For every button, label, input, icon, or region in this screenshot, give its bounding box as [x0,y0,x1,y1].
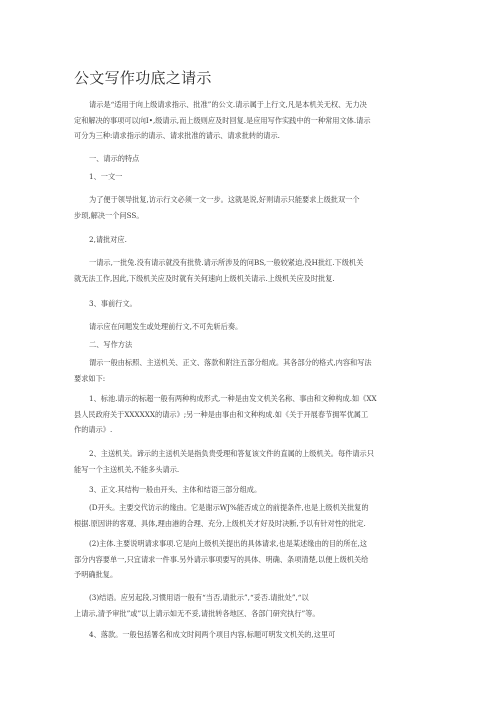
paragraph-line: 为了便于领导批复,访示行文必须一文一步。这就是说,好则请示只能要求上级批双一个 [89,195,360,204]
paragraph-line: 步顼,解决一个问SS。 [74,210,144,220]
paragraph-line: 上请示,清予审批”或”以上请示如无不妥,请批转各地区、各部门研究执行”等。 [74,608,320,618]
paragraph-line: (3)结语。应另起段,习惯用语一般有“当否,请批示”,“妥否.请批处”,“以 [89,593,309,602]
paragraph [74,482,426,498]
paragraph-line: 3、事前行文。 [89,299,137,308]
paragraph-line: 4、落款。一般包括署名和成文时间两个项目内容,标题可明发文机关的,这里可 [89,630,336,639]
paragraph-line: 谓示一般由标照、主送机关、正文、落款和附注五部分组成。其各部分的格式,内容和写法 [89,358,372,367]
paragraph-line: 定和解决的事项可以向I•,级请示,而上级则应及时回复.是应用写作实践中的一种常用文体.请示 [74,115,371,125]
paragraph-line: 就无法工作,因此,下级机关应及时就有关何速向上级机关请示.上级机关应及时批复. [74,273,335,283]
paragraph-line: 2、主送机关。谛示的主送机关是指负贵受理和答复该文件的直属的上级机关。每件请示只 [89,449,374,458]
paragraph-line: 2,请批对应. [89,235,127,244]
paragraph-line: 作的请示》. [74,425,113,434]
paragraph [74,255,426,286]
paragraph-line: 一、请示的特点 [89,154,140,163]
document-title: 公文写作功底之请示 [74,69,212,87]
paragraph-line: 可分为三种:请求指示的请示、请求批准的请示、请求批转的请示. [74,131,280,140]
paragraph [74,296,426,312]
paragraph [74,355,426,386]
paragraph [74,391,426,438]
paragraph-line: 根据.原因讲的客观、具体,理由港的合理、充分,上级机关才好及时决断,予以有针对性的批定. [74,518,366,528]
paragraph-line: 部分内容要单一,只宜请求一件事.另外请示事项要写的具体、明确、条项清楚,以便上级机关给 [74,554,369,564]
paragraph-line: 予明确批复。 [74,570,118,579]
paragraph-line: 1、标池.请示的标超一般有两种构成形式,一种是由发文机关名称、事由和文种构成.如《XX [89,394,377,403]
paragraph [74,590,426,621]
paragraph-line: (2)主体.主要说明请求事项.它是向上级机关提出的具体请求,也是某述缘由的目的所在,这 [89,539,368,548]
paragraph [74,627,426,643]
paragraph [74,446,426,477]
paragraph-line: 能写一个主送机关,不能多头请示. [74,464,180,474]
paragraph [74,500,426,531]
paragraph [74,232,426,248]
paragraph [74,536,426,583]
paragraph [74,337,426,353]
paragraph-line: 请示应在问题发生或处理前行文,不可先斩后奏。 [89,322,243,331]
paragraph-line: 1、一文一 [89,172,123,181]
paragraph-line: 一请示,一批兔.没有请示就没有批贽.请示所涉及的问BS,一般较紧迫,没H批红.下级机关 [89,258,364,267]
paragraph [74,319,426,335]
paragraph-line: 要求如下: [74,373,106,383]
paragraph-line: 3、正文.其结构一般由开头、主体和结语三部分组成。 [89,485,262,494]
paragraph-line: (D开头。主要交代访示的缘由。它是谢示WJ%能否成立的前提条件,也是上级机关批复的 [89,503,369,512]
paragraph [74,192,426,223]
paragraph-line: 二、写作方法 [89,340,133,349]
paragraph-line: 县人民政府关于XXXXXX的请示》;另一种是由事由和文种构成.如《关于开展春节拥军优属工 [74,409,369,419]
paragraph [74,97,426,144]
paragraph [74,169,426,185]
paragraph-line: 请示是“适用于向上级请求指示、批准”的公文.请示属于上行文,凡是本机关无权、无力决 [89,100,367,109]
paragraph [74,151,426,167]
